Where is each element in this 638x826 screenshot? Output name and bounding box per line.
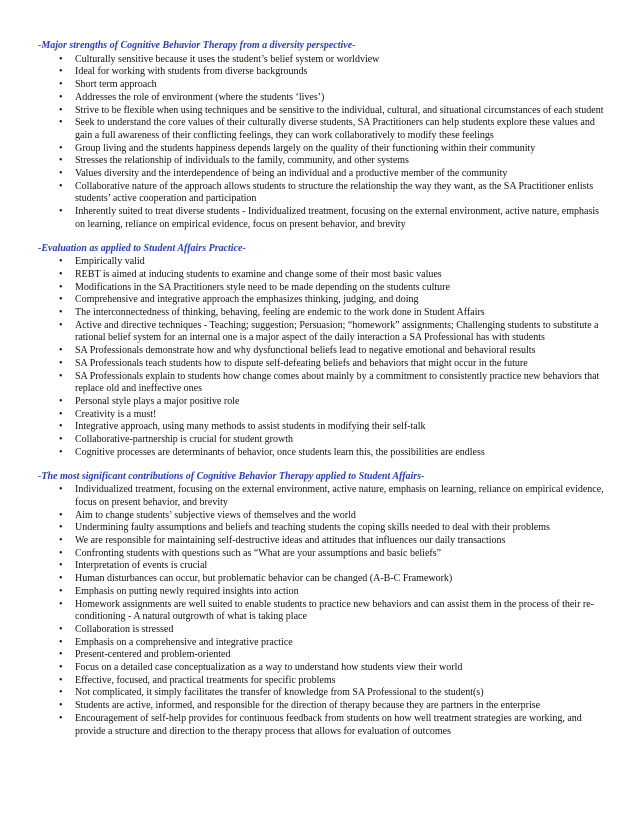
list-item-text: Inherently suited to treat diverse students - Individualized treatment, focusing on the external environment, active nature, emphasis on learning, reliance on empirical evidence, focus on present behavior, and brevity bbox=[75, 206, 599, 230]
list-item bbox=[38, 599, 608, 624]
list-item bbox=[38, 637, 608, 650]
section-2 bbox=[38, 243, 608, 460]
section-heading: -Major strengths of Cognitive Behavior Therapy from a diversity perspective- bbox=[38, 40, 356, 51]
list-item bbox=[38, 649, 608, 662]
bullet-icon: • bbox=[59, 522, 63, 534]
list-item-text: Emphasis on a comprehensive and integrative practice bbox=[75, 636, 293, 648]
list-item bbox=[38, 269, 608, 282]
list-item-text: Empirically valid bbox=[75, 256, 145, 268]
list-item bbox=[38, 307, 608, 320]
bullet-icon: • bbox=[59, 294, 63, 306]
list-item bbox=[38, 713, 608, 738]
list-item-text: Short term approach bbox=[75, 79, 157, 91]
list-item bbox=[38, 92, 608, 105]
list-item bbox=[38, 358, 608, 371]
list-item bbox=[38, 662, 608, 675]
list-item bbox=[38, 447, 608, 460]
bullet-icon: • bbox=[59, 79, 63, 91]
list-item bbox=[38, 675, 608, 688]
list-item bbox=[38, 294, 608, 307]
list-item bbox=[38, 66, 608, 79]
list-item-text: Confronting students with questions such as “What are your assumptions and basic beliefs” bbox=[75, 547, 442, 559]
list-item-text: We are responsible for maintaining self-destructive ideas and attitudes that influences our daily transactions bbox=[75, 535, 506, 547]
list-item bbox=[38, 105, 608, 118]
list-item bbox=[38, 79, 608, 92]
list-item-text: Not complicated, it simply facilitates the transfer of knowledge from SA Professional to the student(s) bbox=[75, 687, 484, 699]
list-item bbox=[38, 484, 608, 509]
list-item-text: Collaboration is stressed bbox=[75, 623, 174, 635]
bullet-icon: • bbox=[59, 421, 63, 433]
list-item-text: Stresses the relationship of individuals to the family, community, and other systems bbox=[75, 155, 409, 167]
bullet-icon: • bbox=[59, 307, 63, 319]
bullet-icon: • bbox=[59, 623, 63, 635]
bullet-icon: • bbox=[59, 700, 63, 712]
bullet-icon: • bbox=[59, 168, 63, 180]
bullet-icon: • bbox=[59, 91, 63, 103]
bullet-icon: • bbox=[59, 560, 63, 572]
bullet-icon: • bbox=[59, 370, 63, 382]
bullet-icon: • bbox=[59, 446, 63, 458]
list-item bbox=[38, 345, 608, 358]
list-item-text: Undermining faulty assumptions and beliefs and teaching students the coping skills needed to deal with their problems bbox=[75, 522, 550, 534]
list-item-text: SA Professionals demonstrate how and why dysfunctional beliefs lead to negative emotional and behavioral results bbox=[75, 345, 536, 357]
list-item-text: Emphasis on putting newly required insights into action bbox=[75, 585, 299, 597]
section-heading: -The most significant contributions of Cognitive Behavior Therapy applied to Student Affairs- bbox=[38, 470, 425, 482]
bullet-icon: • bbox=[59, 484, 63, 496]
list-item-text: Individualized treatment, focusing on the external environment, active nature, emphasis on learning, reliance on empirical evidence, focus on present behavior, and brevity bbox=[75, 484, 604, 508]
section-1 bbox=[38, 40, 608, 232]
list-item bbox=[38, 206, 608, 231]
list-item-text: Active and directive techniques - Teaching; suggestion; Persuasion; “homework” assignments; Challenging students to substitute a rational belief system for an internal one is a major aspect of the daily interaction a SA Professional has with students bbox=[75, 319, 599, 344]
list-item-text: Human disturbances can occur, but problematic behavior can be changed (A-B-C Framework) bbox=[75, 573, 453, 585]
list-item-text: Students are active, informed, and responsible for the direction of therapy because they are partners in the enterprise bbox=[75, 700, 541, 712]
bullet-list bbox=[38, 256, 608, 459]
bullet-icon: • bbox=[59, 712, 63, 724]
list-item-text: Collaborative nature of the approach allows students to structure the relationship the way they want, as the SA Practitioner enlists students’ active cooperation and participation bbox=[75, 180, 594, 205]
bullet-icon: • bbox=[59, 142, 63, 154]
list-item bbox=[38, 181, 608, 206]
list-item-text: Modifications in the SA Practitioners style need to be made depending on the students culture bbox=[75, 281, 450, 293]
list-item bbox=[38, 510, 608, 523]
bullet-icon: • bbox=[59, 408, 63, 420]
bullet-list bbox=[38, 484, 608, 738]
list-item bbox=[38, 522, 608, 535]
list-item-text: Personal style plays a major positive role bbox=[75, 395, 240, 407]
list-item bbox=[38, 168, 608, 181]
list-item-text: Addresses the role of environment (where the students ‘lives’) bbox=[75, 91, 325, 103]
list-item-text: The interconnectedness of thinking, behaving, feeling are endemic to the work done in Student Affairs bbox=[75, 307, 485, 319]
list-item bbox=[38, 560, 608, 573]
list-item-text: SA Professionals explain to students how change comes about mainly by a commitment to consistently practice new behaviors that replace old and ineffective ones bbox=[75, 370, 600, 395]
list-item bbox=[38, 586, 608, 599]
bullet-icon: • bbox=[59, 636, 63, 648]
section-3 bbox=[38, 471, 608, 739]
bullet-icon: • bbox=[59, 674, 63, 686]
list-item-text: Effective, focused, and practical treatments for specific problems bbox=[75, 674, 336, 686]
list-item bbox=[38, 117, 608, 142]
bullet-icon: • bbox=[59, 573, 63, 585]
list-item bbox=[38, 396, 608, 409]
list-item-text: REBT is aimed at inducing students to examine and change some of their most basic values bbox=[75, 268, 442, 280]
list-item-text: Aim to change students’ subjective views of themselves and the world bbox=[75, 509, 356, 521]
bullet-icon: • bbox=[59, 155, 63, 167]
list-item-text: Encouragement of self-help provides for continuous feedback from students on how well treatment strategies are working, and provide a structure and direction to the therapy process that allows for evaluation of outcomes bbox=[75, 712, 582, 737]
bullet-icon: • bbox=[59, 268, 63, 280]
list-item bbox=[38, 320, 608, 345]
bullet-icon: • bbox=[59, 281, 63, 293]
list-item-text: Homework assignments are well suited to enable students to practice new behaviors and can assist them in the process of their re-conditioning - A natural outgrowth of what is taking place bbox=[75, 598, 595, 623]
bullet-icon: • bbox=[59, 117, 63, 129]
bullet-icon: • bbox=[59, 598, 63, 610]
list-item-text: Creativity is a must! bbox=[75, 408, 157, 420]
bullet-icon: • bbox=[59, 256, 63, 268]
list-item bbox=[38, 624, 608, 637]
list-item bbox=[38, 421, 608, 434]
bullet-icon: • bbox=[59, 535, 63, 547]
bullet-icon: • bbox=[59, 53, 63, 65]
list-item-text: Seek to understand the core values of their culturally diverse students, SA Practitioners can help students explore these values and gain a full awareness of their conflicting feelings, they can work collaboratively to modify these feelings bbox=[75, 117, 595, 141]
bullet-icon: • bbox=[59, 547, 63, 559]
list-item bbox=[38, 256, 608, 269]
list-item bbox=[38, 371, 608, 396]
bullet-icon: • bbox=[59, 319, 63, 331]
list-item-text: Culturally sensitive because it uses the student’s belief system or worldview bbox=[75, 53, 380, 65]
list-item-text: Values diversity and the interdependence of being an individual and a productive member of the community bbox=[75, 168, 508, 180]
bullet-icon: • bbox=[59, 662, 63, 674]
list-item bbox=[38, 143, 608, 156]
list-item-text: SA Professionals teach students how to dispute self-defeating beliefs and behaviors that might occur in the future bbox=[75, 357, 528, 369]
bullet-icon: • bbox=[59, 509, 63, 521]
section-heading: -Evaluation as applied to Student Affairs Practice- bbox=[38, 242, 246, 254]
bullet-icon: • bbox=[59, 104, 63, 116]
list-item-text: Comprehensive and integrative approach the emphasizes thinking, judging, and doing bbox=[75, 294, 419, 306]
list-item bbox=[38, 573, 608, 586]
bullet-icon: • bbox=[59, 66, 63, 78]
bullet-icon: • bbox=[59, 357, 63, 369]
list-item-text: Interpretation of events is crucial bbox=[75, 560, 208, 572]
list-item-text: Ideal for working with students from diverse backgrounds bbox=[75, 66, 308, 78]
list-item bbox=[38, 282, 608, 295]
list-item bbox=[38, 535, 608, 548]
bullet-icon: • bbox=[59, 345, 63, 357]
bullet-icon: • bbox=[59, 687, 63, 699]
list-item bbox=[38, 700, 608, 713]
list-item-text: Integrative approach, using many methods to assist students in modifying their self-talk bbox=[75, 421, 426, 433]
bullet-icon: • bbox=[59, 180, 63, 192]
list-item bbox=[38, 434, 608, 447]
bullet-icon: • bbox=[59, 395, 63, 407]
bullet-icon: • bbox=[59, 206, 63, 218]
bullet-icon: • bbox=[59, 434, 63, 446]
list-item-text: Strive to be flexible when using techniques and be sensitive to the individual, cultural, and situational circumstances of each student bbox=[75, 104, 604, 116]
list-item bbox=[38, 54, 608, 67]
bullet-icon: • bbox=[59, 649, 63, 661]
list-item bbox=[38, 548, 608, 561]
list-item-text: Cognitive processes are determinants of behavior, once students learn this, the possibilities are endless bbox=[75, 446, 485, 458]
list-item-text: Present-centered and problem-oriented bbox=[75, 649, 231, 661]
list-item bbox=[38, 409, 608, 422]
list-item bbox=[38, 687, 608, 700]
bullet-icon: • bbox=[59, 585, 63, 597]
list-item bbox=[38, 155, 608, 168]
list-item-text: Collaborative-partnership is crucial for student growth bbox=[75, 434, 293, 446]
bullet-list bbox=[38, 54, 608, 232]
list-item-text: Focus on a detailed case conceptualization as a way to understand how students view their world bbox=[75, 662, 463, 674]
list-item-text: Group living and the students happiness depends largely on the quality of their functioning within their community bbox=[75, 142, 536, 154]
